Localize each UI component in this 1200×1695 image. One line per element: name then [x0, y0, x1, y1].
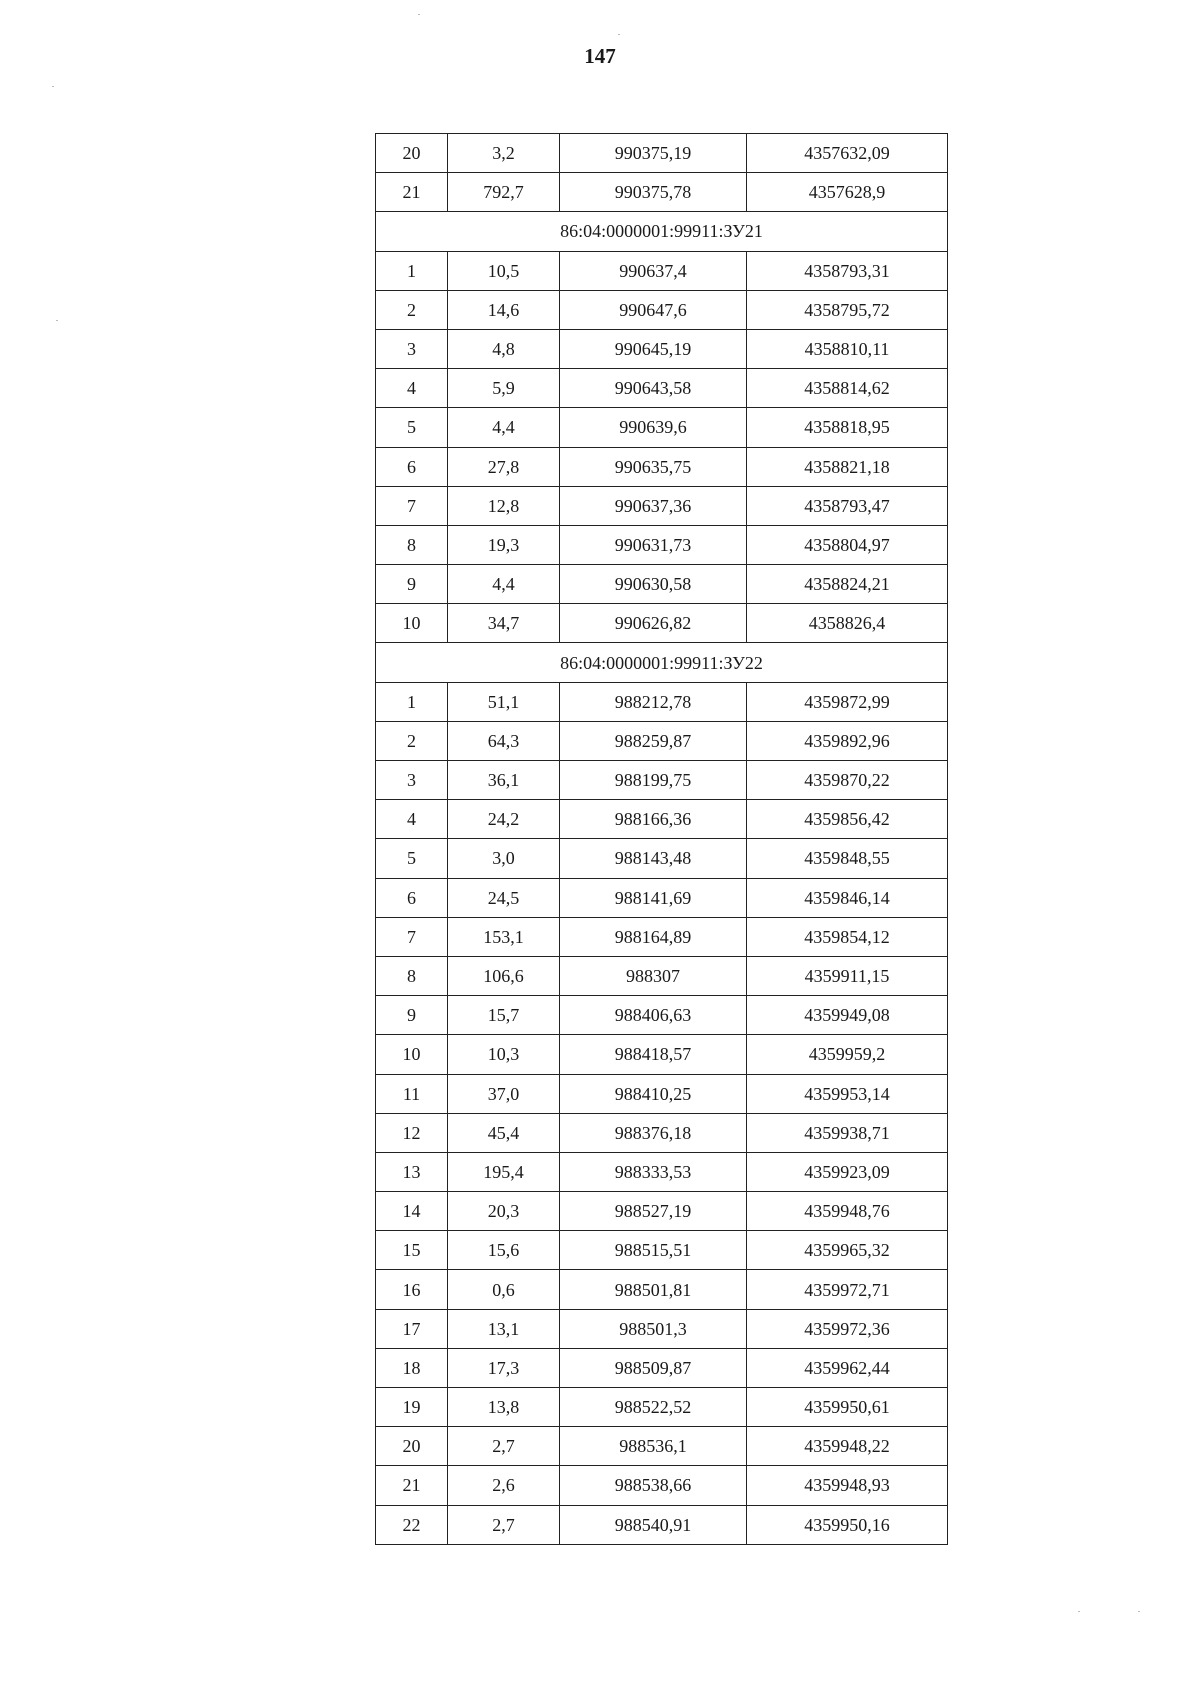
x-coordinate-cell: 988259,87	[560, 721, 747, 760]
section-heading-row	[376, 643, 948, 682]
segment-length-cell: 2,7	[448, 1505, 560, 1544]
segment-length-cell: 4,4	[448, 565, 560, 604]
coordinates-table-body	[376, 134, 948, 1545]
point-number-cell: 7	[376, 486, 448, 525]
segment-length-cell: 24,2	[448, 800, 560, 839]
point-number-cell: 14	[376, 1192, 448, 1231]
point-number-cell: 4	[376, 800, 448, 839]
point-number-cell: 9	[376, 565, 448, 604]
table-row	[376, 173, 948, 212]
x-coordinate-cell: 988527,19	[560, 1192, 747, 1231]
y-coordinate-cell: 4357628,9	[747, 173, 948, 212]
segment-length-cell: 3,2	[448, 134, 560, 173]
table-row	[376, 565, 948, 604]
point-number-cell: 3	[376, 761, 448, 800]
x-coordinate-cell: 988376,18	[560, 1113, 747, 1152]
segment-length-cell: 13,8	[448, 1388, 560, 1427]
segment-length-cell: 2,6	[448, 1466, 560, 1505]
point-number-cell: 21	[376, 173, 448, 212]
point-number-cell: 2	[376, 290, 448, 329]
x-coordinate-cell: 988199,75	[560, 761, 747, 800]
table-row	[376, 956, 948, 995]
x-coordinate-cell: 990375,19	[560, 134, 747, 173]
x-coordinate-cell: 988501,3	[560, 1309, 747, 1348]
y-coordinate-cell: 4359938,71	[747, 1113, 948, 1152]
segment-length-cell: 0,6	[448, 1270, 560, 1309]
segment-length-cell: 15,6	[448, 1231, 560, 1270]
y-coordinate-cell: 4357632,09	[747, 134, 948, 173]
scan-speck	[56, 320, 58, 321]
segment-length-cell: 19,3	[448, 525, 560, 564]
point-number-cell: 21	[376, 1466, 448, 1505]
point-number-cell: 6	[376, 878, 448, 917]
point-number-cell: 22	[376, 1505, 448, 1544]
table-row	[376, 1388, 948, 1427]
point-number-cell: 16	[376, 1270, 448, 1309]
segment-length-cell: 153,1	[448, 917, 560, 956]
table-row	[376, 761, 948, 800]
segment-length-cell: 13,1	[448, 1309, 560, 1348]
x-coordinate-cell: 990637,36	[560, 486, 747, 525]
point-number-cell: 12	[376, 1113, 448, 1152]
y-coordinate-cell: 4359923,09	[747, 1152, 948, 1191]
point-number-cell: 6	[376, 447, 448, 486]
y-coordinate-cell: 4359856,42	[747, 800, 948, 839]
scan-speck	[52, 86, 54, 87]
x-coordinate-cell: 988307	[560, 956, 747, 995]
table-row	[376, 1427, 948, 1466]
point-number-cell: 13	[376, 1152, 448, 1191]
table-row	[376, 251, 948, 290]
y-coordinate-cell: 4359949,08	[747, 996, 948, 1035]
table-row	[376, 1152, 948, 1191]
x-coordinate-cell: 990630,58	[560, 565, 747, 604]
segment-length-cell: 10,5	[448, 251, 560, 290]
table-row	[376, 329, 948, 368]
segment-length-cell: 2,7	[448, 1427, 560, 1466]
segment-length-cell: 17,3	[448, 1348, 560, 1387]
table-row	[376, 682, 948, 721]
x-coordinate-cell: 988522,52	[560, 1388, 747, 1427]
segment-length-cell: 64,3	[448, 721, 560, 760]
table-row	[376, 604, 948, 643]
table-row	[376, 290, 948, 329]
x-coordinate-cell: 990637,4	[560, 251, 747, 290]
segment-length-cell: 4,8	[448, 329, 560, 368]
scan-speck	[1078, 1611, 1080, 1612]
x-coordinate-cell: 990631,73	[560, 525, 747, 564]
y-coordinate-cell: 4359911,15	[747, 956, 948, 995]
point-number-cell: 19	[376, 1388, 448, 1427]
point-number-cell: 5	[376, 839, 448, 878]
segment-length-cell: 51,1	[448, 682, 560, 721]
y-coordinate-cell: 4359953,14	[747, 1074, 948, 1113]
y-coordinate-cell: 4358804,97	[747, 525, 948, 564]
table-row	[376, 1270, 948, 1309]
x-coordinate-cell: 990639,6	[560, 408, 747, 447]
segment-length-cell: 34,7	[448, 604, 560, 643]
table-row	[376, 1231, 948, 1270]
y-coordinate-cell: 4358814,62	[747, 369, 948, 408]
point-number-cell: 17	[376, 1309, 448, 1348]
x-coordinate-cell: 990647,6	[560, 290, 747, 329]
table-row	[376, 525, 948, 564]
table-row	[376, 721, 948, 760]
x-coordinate-cell: 988501,81	[560, 1270, 747, 1309]
y-coordinate-cell: 4359972,36	[747, 1309, 948, 1348]
x-coordinate-cell: 988540,91	[560, 1505, 747, 1544]
table-row	[376, 1074, 948, 1113]
point-number-cell: 4	[376, 369, 448, 408]
table-row	[376, 878, 948, 917]
y-coordinate-cell: 4359872,99	[747, 682, 948, 721]
y-coordinate-cell: 4358826,4	[747, 604, 948, 643]
point-number-cell: 8	[376, 525, 448, 564]
y-coordinate-cell: 4359950,61	[747, 1388, 948, 1427]
segment-length-cell: 12,8	[448, 486, 560, 525]
segment-length-cell: 4,4	[448, 408, 560, 447]
point-number-cell: 15	[376, 1231, 448, 1270]
y-coordinate-cell: 4358818,95	[747, 408, 948, 447]
coordinates-table	[375, 133, 948, 1545]
point-number-cell: 1	[376, 251, 448, 290]
y-coordinate-cell: 4358793,47	[747, 486, 948, 525]
x-coordinate-cell: 988333,53	[560, 1152, 747, 1191]
y-coordinate-cell: 4359965,32	[747, 1231, 948, 1270]
cadastral-number-heading: 86:04:0000001:99911:ЗУ22	[376, 643, 948, 682]
segment-length-cell: 15,7	[448, 996, 560, 1035]
segment-length-cell: 36,1	[448, 761, 560, 800]
y-coordinate-cell: 4358824,21	[747, 565, 948, 604]
point-number-cell: 10	[376, 604, 448, 643]
x-coordinate-cell: 988509,87	[560, 1348, 747, 1387]
segment-length-cell: 106,6	[448, 956, 560, 995]
segment-length-cell: 20,3	[448, 1192, 560, 1231]
table-row	[376, 1309, 948, 1348]
cadastral-number-heading: 86:04:0000001:99911:ЗУ21	[376, 212, 948, 251]
table-row	[376, 1505, 948, 1544]
segment-length-cell: 45,4	[448, 1113, 560, 1152]
y-coordinate-cell: 4358821,18	[747, 447, 948, 486]
point-number-cell: 9	[376, 996, 448, 1035]
segment-length-cell: 27,8	[448, 447, 560, 486]
point-number-cell: 18	[376, 1348, 448, 1387]
point-number-cell: 8	[376, 956, 448, 995]
table-row	[376, 800, 948, 839]
x-coordinate-cell: 988536,1	[560, 1427, 747, 1466]
y-coordinate-cell: 4359948,76	[747, 1192, 948, 1231]
x-coordinate-cell: 988410,25	[560, 1074, 747, 1113]
x-coordinate-cell: 990635,75	[560, 447, 747, 486]
table-row	[376, 486, 948, 525]
table-row	[376, 447, 948, 486]
table-row	[376, 1113, 948, 1152]
x-coordinate-cell: 988515,51	[560, 1231, 747, 1270]
y-coordinate-cell: 4359848,55	[747, 839, 948, 878]
point-number-cell: 11	[376, 1074, 448, 1113]
segment-length-cell: 14,6	[448, 290, 560, 329]
y-coordinate-cell: 4359854,12	[747, 917, 948, 956]
scan-speck	[618, 34, 620, 35]
table-row	[376, 1192, 948, 1231]
point-number-cell: 20	[376, 1427, 448, 1466]
x-coordinate-cell: 988406,63	[560, 996, 747, 1035]
y-coordinate-cell: 4359959,2	[747, 1035, 948, 1074]
section-heading-row	[376, 212, 948, 251]
table-row	[376, 1348, 948, 1387]
scan-speck	[1138, 1611, 1140, 1612]
x-coordinate-cell: 990626,82	[560, 604, 747, 643]
point-number-cell: 1	[376, 682, 448, 721]
x-coordinate-cell: 990643,58	[560, 369, 747, 408]
point-number-cell: 7	[376, 917, 448, 956]
segment-length-cell: 792,7	[448, 173, 560, 212]
table-row	[376, 369, 948, 408]
table-row	[376, 1035, 948, 1074]
y-coordinate-cell: 4358793,31	[747, 251, 948, 290]
segment-length-cell: 10,3	[448, 1035, 560, 1074]
y-coordinate-cell: 4359950,16	[747, 1505, 948, 1544]
y-coordinate-cell: 4359870,22	[747, 761, 948, 800]
segment-length-cell: 195,4	[448, 1152, 560, 1191]
x-coordinate-cell: 988143,48	[560, 839, 747, 878]
point-number-cell: 3	[376, 329, 448, 368]
point-number-cell: 2	[376, 721, 448, 760]
point-number-cell: 20	[376, 134, 448, 173]
y-coordinate-cell: 4359892,96	[747, 721, 948, 760]
x-coordinate-cell: 988212,78	[560, 682, 747, 721]
segment-length-cell: 24,5	[448, 878, 560, 917]
point-number-cell: 10	[376, 1035, 448, 1074]
y-coordinate-cell: 4359972,71	[747, 1270, 948, 1309]
page-number: 147	[584, 44, 616, 68]
scan-speck	[418, 14, 420, 15]
x-coordinate-cell: 990645,19	[560, 329, 747, 368]
segment-length-cell: 5,9	[448, 369, 560, 408]
x-coordinate-cell: 988418,57	[560, 1035, 747, 1074]
y-coordinate-cell: 4359846,14	[747, 878, 948, 917]
y-coordinate-cell: 4359962,44	[747, 1348, 948, 1387]
table-row	[376, 408, 948, 447]
table-row	[376, 917, 948, 956]
point-number-cell: 5	[376, 408, 448, 447]
y-coordinate-cell: 4359948,93	[747, 1466, 948, 1505]
y-coordinate-cell: 4358810,11	[747, 329, 948, 368]
table-row	[376, 839, 948, 878]
x-coordinate-cell: 988164,89	[560, 917, 747, 956]
x-coordinate-cell: 988141,69	[560, 878, 747, 917]
table-row	[376, 996, 948, 1035]
x-coordinate-cell: 990375,78	[560, 173, 747, 212]
x-coordinate-cell: 988166,36	[560, 800, 747, 839]
y-coordinate-cell: 4359948,22	[747, 1427, 948, 1466]
table-row	[376, 1466, 948, 1505]
y-coordinate-cell: 4358795,72	[747, 290, 948, 329]
x-coordinate-cell: 988538,66	[560, 1466, 747, 1505]
segment-length-cell: 3,0	[448, 839, 560, 878]
table-row	[376, 134, 948, 173]
segment-length-cell: 37,0	[448, 1074, 560, 1113]
